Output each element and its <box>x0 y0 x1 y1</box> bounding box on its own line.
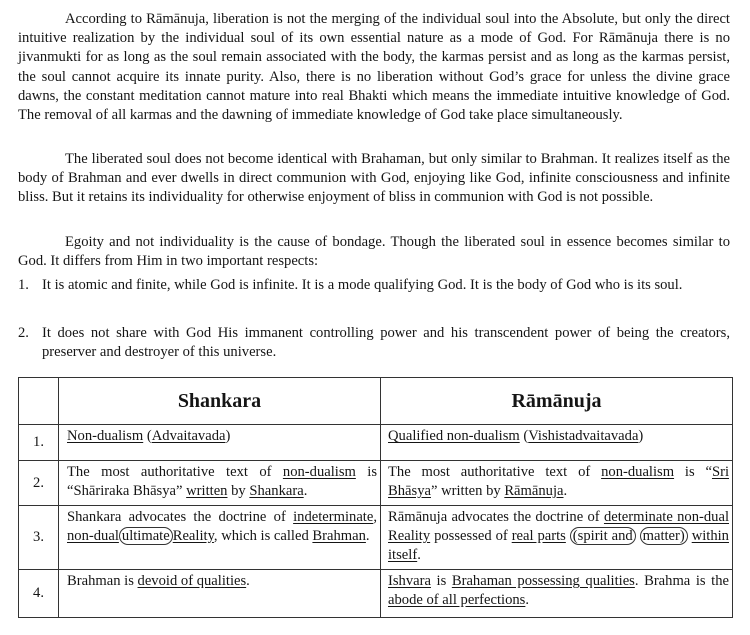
ramanuja-cell <box>381 570 733 618</box>
list-item-text: It does not share with God His immanent controlling power and his transcendent power of being the creators, preserver and destroyer of this universe. <box>42 325 730 361</box>
circled-text: (spirit and <box>570 527 636 545</box>
table-header-row <box>19 378 733 425</box>
shankara-cell <box>59 570 381 618</box>
cell-text: ) <box>225 428 231 444</box>
cell-text: is <box>430 573 452 589</box>
underlined-text: real parts <box>511 528 566 544</box>
underlined-text: within itself <box>388 528 729 563</box>
shankara-cell <box>59 461 381 506</box>
underlined-text: determinate non-dual Reality <box>388 509 729 544</box>
underlined-text: Advaitavada <box>151 428 226 444</box>
cell-text: by <box>227 483 250 499</box>
list-item-number: 1. <box>18 277 29 293</box>
header-number-column <box>19 378 59 425</box>
underlined-text: abode of all perfections <box>388 592 526 608</box>
underlined-text: indeterminate <box>293 509 374 525</box>
row-number: 3. <box>19 506 59 570</box>
cell-text: Shankara advocates the doctrine of <box>67 509 294 525</box>
cell-text: is “Shāriraka Bhāsya” <box>67 464 377 499</box>
cell-text: ” written by <box>430 483 505 499</box>
shankara-cell <box>59 425 381 461</box>
ramanuja-cell <box>381 425 733 461</box>
row-number: 1. <box>19 425 59 461</box>
underlined-text: Shankara <box>249 483 304 499</box>
cell-text: possessed of <box>430 528 512 544</box>
underlined-text: Rāmānuja <box>504 483 564 499</box>
cell-text: , <box>373 509 377 525</box>
cell-text: . <box>246 573 250 589</box>
shankara-cell <box>59 506 381 570</box>
paragraph-egoity: Egoity and not individuality is the cause of bondage. Though the liberated soul in essence becomes similar to God. It differs from Him in two important respects: <box>18 234 730 270</box>
table-row <box>19 570 733 618</box>
underlined-text: Non-dualism <box>67 428 144 444</box>
list-item-number: 2. <box>18 325 29 341</box>
paragraph-liberated-soul: The liberated soul does not become identical with Brahaman, but only similar to Brahman. It realizes itself as the body of Brahman and ever dwells in direct communion with God, enjoying like God, infinite consciousness and infinite bliss. But it retains its individuality for otherwise enjoyment of bliss in communion with God is not possible. <box>18 151 730 206</box>
cell-text: . <box>365 528 370 544</box>
row-number: 2. <box>19 461 59 506</box>
header-ramanuja: Rāmānuja <box>381 378 733 425</box>
underlined-text: Vishistadvaitavada <box>528 428 639 444</box>
underlined-text: Brahman <box>312 528 366 544</box>
cell-text: is “ <box>674 464 712 480</box>
table-row <box>19 461 733 506</box>
circled-text: matter) <box>640 527 688 545</box>
cell-text: ( <box>143 428 152 444</box>
underlined-text: Brahaman possessing qualities <box>451 573 635 589</box>
underlined-text: Sri Bhāsya <box>388 464 729 499</box>
underlined-text: non-dualism <box>601 464 675 480</box>
row-number: 4. <box>19 570 59 618</box>
underlined-text: written <box>186 483 228 499</box>
cell-text: . <box>417 547 421 563</box>
table-row <box>19 506 733 570</box>
paragraph-liberation: According to Rāmānuja, liberation is not the merging of the individual soul into the Absolute, but only the direct intuitive realization by the individual soul of its own essential nature as a mode of God. For Rāmānuja there is no jivanmukti for as long as the soul remain associated with the body, the karmas persist and as long as the karmas persist, the soul cannot acquire its innate purity. Also, there is no liberation without God’s grace for unless the divine grace dawns, the constant meditation cannot mature into real Bhakti which means the immediate intuitive knowledge of God. The removal of all karmas and the dawning of immediate knowledge of God take place simultaneously. <box>18 11 730 124</box>
underlined-text: non-dualism <box>282 464 356 480</box>
cell-text: Rāmānuja advocates the doctrine of <box>388 509 604 525</box>
cell-text: Brahman is <box>67 573 138 589</box>
cell-text: . <box>525 592 530 608</box>
underlined-text: non-dual <box>67 528 119 544</box>
comparison-table <box>18 377 733 618</box>
ramanuja-cell <box>381 506 733 570</box>
table-row <box>19 425 733 461</box>
cell-text: The most authoritative text of <box>388 464 602 480</box>
underlined-text: devoid of qualities <box>137 573 247 589</box>
underlined-text: Reality <box>172 528 214 544</box>
cell-text: The most authoritative text of <box>67 464 283 480</box>
cell-text: , which is called <box>213 528 313 544</box>
cell-text: . <box>563 483 568 499</box>
circled-text: ultimate <box>119 527 173 545</box>
ramanuja-cell <box>381 461 733 506</box>
cell-text: . Brahma is the <box>634 573 729 589</box>
cell-text: ) <box>638 428 644 444</box>
cell-text: . <box>303 483 308 499</box>
header-shankara: Shankara <box>59 378 381 425</box>
list-item-text: It is atomic and finite, while God is infinite. It is a mode qualifying God. It is the body of God who is its soul. <box>42 277 683 293</box>
cell-text: ( <box>519 428 529 444</box>
underlined-text: Qualified non-dualism <box>388 428 520 444</box>
underlined-text: Ishvara <box>388 573 431 589</box>
